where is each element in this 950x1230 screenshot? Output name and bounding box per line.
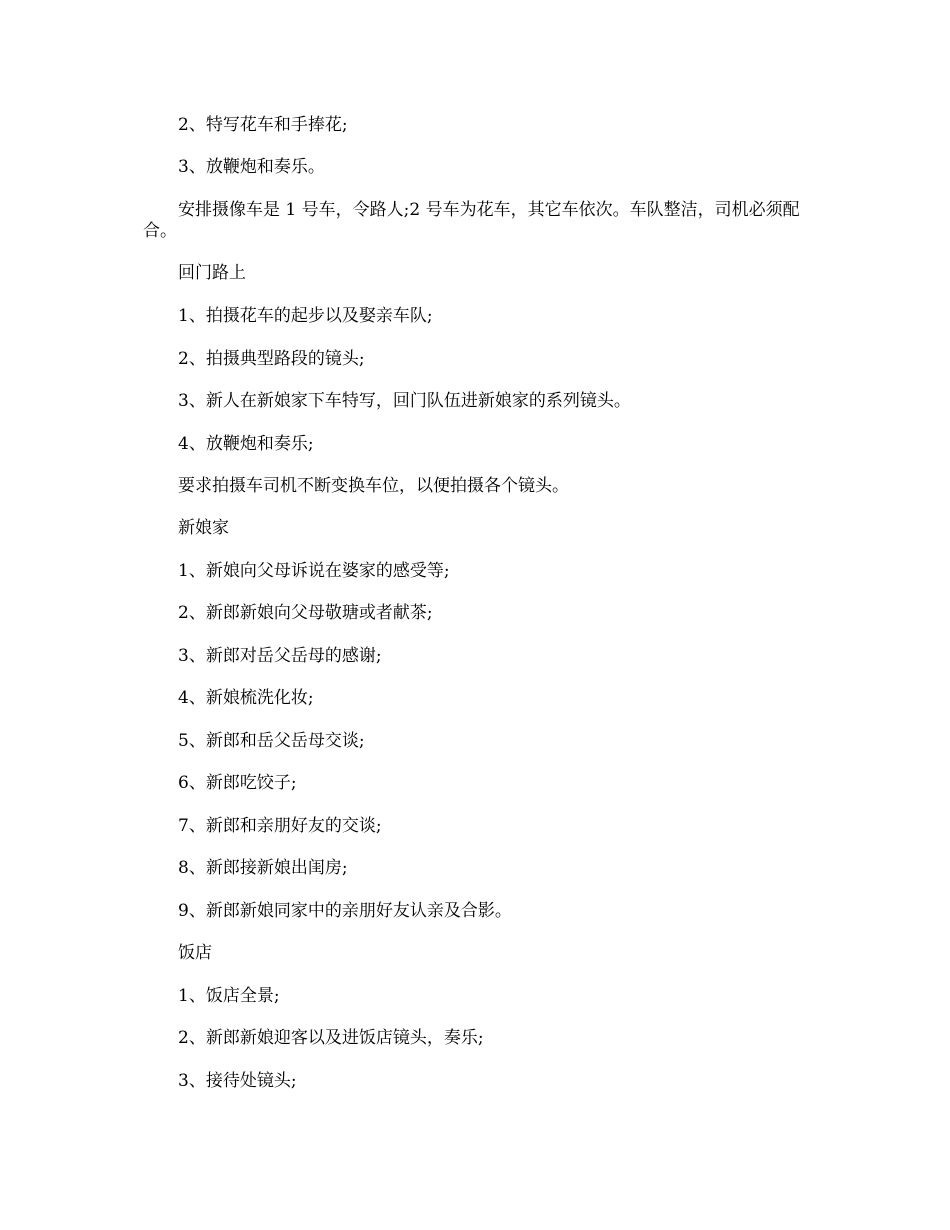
paragraph-item: 3、新人在新娘家下车特写，回门队伍进新娘家的系列镜头。 [178, 391, 631, 411]
section-heading: 新娘家 [178, 518, 229, 538]
paragraph-body: 要求拍摄车司机不断变换车位，以便拍摄各个镜头。 [178, 476, 569, 496]
paragraph-item: 2、拍摄典型路段的镜头; [178, 349, 365, 369]
paragraph-item: 6、新郎吃饺子; [178, 773, 297, 793]
paragraph-item: 2、特写花车和手捧花; [178, 115, 348, 135]
section-heading: 回门路上 [178, 263, 246, 283]
paragraph-item: 1、饭店全景; [178, 986, 280, 1006]
paragraph-item: 2、新郎新娘向父母敬瑭或者献茶; [178, 603, 433, 623]
paragraph-item: 2、新郎新娘迎客以及进饭店镜头，奏乐; [178, 1028, 484, 1048]
paragraph-item: 3、放鞭炮和奏乐。 [178, 157, 325, 177]
paragraph-item: 4、新娘梳洗化妆; [178, 688, 314, 708]
paragraph-item: 3、接待处镜头; [178, 1071, 297, 1091]
paragraph-item: 8、新郎接新娘出闺房; [178, 858, 348, 878]
paragraph-item: 3、新郎对岳父岳母的感谢; [178, 646, 382, 666]
paragraph-item: 1、拍摄花车的起步以及娶亲车队; [178, 306, 433, 326]
paragraph-item: 1、新娘向父母诉说在婆家的感受等; [178, 561, 450, 581]
paragraph-item: 7、新郎和亲朋好友的交谈; [178, 816, 382, 836]
paragraph-body: 安排摄像车是 1 号车，令路人;2 号车为花车，其它车依次。车队整洁，司机必须配合。 [143, 200, 800, 241]
paragraph-item: 9、新郎新娘同家中的亲朋好友认亲及合影。 [178, 901, 512, 921]
section-heading: 饭店 [178, 943, 212, 963]
paragraph-item: 4、放鞭炮和奏乐; [178, 434, 314, 454]
paragraph-item: 5、新郎和岳父岳母交谈; [178, 731, 365, 751]
